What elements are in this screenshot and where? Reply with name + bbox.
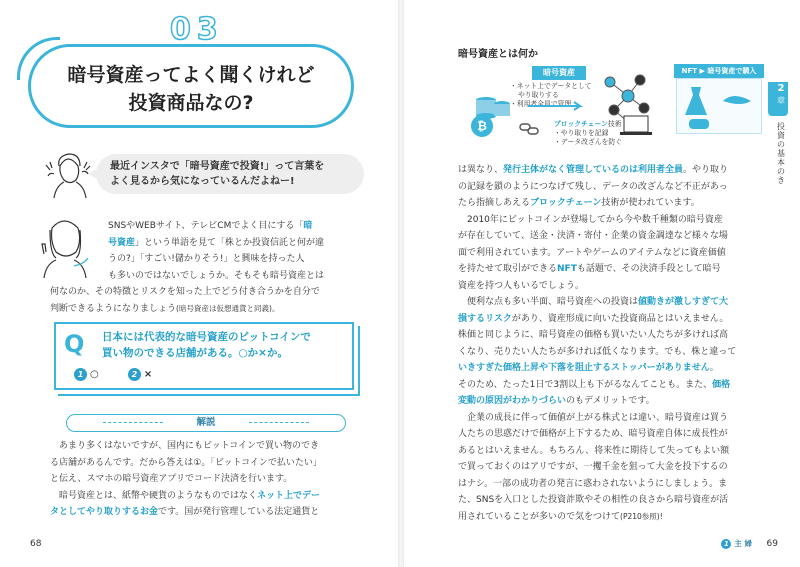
- highlight-text: タとしてやり取りするお金: [50, 507, 159, 517]
- text-run: SNSやWEBサイト、テレビCMでよく目にする「: [108, 221, 304, 231]
- blockchain-notes: [554, 120, 622, 147]
- body-line: [458, 360, 764, 377]
- option-2-number: 2: [128, 368, 141, 381]
- quiz-box: [54, 322, 354, 390]
- woman-thinking-illustration: [44, 148, 92, 200]
- body-line: 株価と同じように、暗号資産の価格も買いたい人たちが多ければ高: [458, 330, 729, 340]
- text-run: 用されていることが多いので気をつけて: [458, 511, 621, 522]
- page-title: [31, 61, 351, 117]
- crypto-note-3: ・利用者全員で管理: [510, 100, 572, 108]
- text-run: 暗号資産とは、紙幣や硬貨のようなものではなく: [59, 490, 258, 501]
- intro-line-4: も多いのではないでしょうか。そもそも暗号資産とは: [108, 270, 325, 281]
- intro-line-1: [108, 218, 370, 235]
- answer-options: [74, 368, 178, 381]
- explanation-header: 解説: [66, 414, 346, 432]
- footer-mark: [721, 538, 752, 549]
- text-run: そのため、たった1日で3割以上も下がるなんてことも。また、: [458, 379, 713, 390]
- body-line: [458, 311, 764, 328]
- body-line: [458, 393, 764, 410]
- body-line: [458, 261, 764, 278]
- highlight-text: 価格: [712, 379, 731, 390]
- option-1-number: 1: [74, 368, 87, 381]
- text-run: 。: [709, 363, 719, 373]
- intro-line-3: うの?」「すごい!儲かりそう!」と興味を持った人: [108, 254, 305, 264]
- option-2-label: ×: [143, 369, 153, 380]
- body-line: た、SNSを入口とした投資詐欺やその相性の良さから暗号資産が活: [458, 495, 729, 505]
- laptop-icon: [620, 116, 652, 135]
- right-body-text: [458, 162, 764, 525]
- page-number-right: 69: [766, 539, 778, 549]
- option-1: [74, 369, 99, 380]
- crypto-note-1: ・ネット上でデータとして: [510, 82, 592, 90]
- text-run: です。国が発行管理している法定通貨と: [158, 507, 320, 517]
- nft-label: NFT ▶ 暗号資産で購入: [674, 64, 764, 78]
- svg-text:₿: ₿: [477, 119, 487, 133]
- body-line: の記録を鎖のようにつなげて残し、データの改ざんなど不正があっ: [458, 181, 728, 192]
- intro-line-2: [108, 235, 370, 252]
- section-number: 03: [170, 12, 224, 47]
- text-run: 便利な点も多い半面、暗号資産への投資は: [467, 297, 639, 307]
- intro-text-1: [108, 218, 370, 284]
- expl-line-2: る店舗があるんです。だから答えは①。「ビットコインで払いたい」: [50, 457, 322, 468]
- dress-icon: [685, 87, 707, 115]
- left-page: [0, 0, 398, 567]
- highlight-text: ブロックチェーン: [530, 198, 602, 208]
- chapter-number: 2: [777, 83, 785, 94]
- expl-line-1: あまり多くはないですが、国内にもビットコインで買い物のでき: [59, 441, 320, 451]
- intro-line-5: 何なのか、その特徴とリスクを知った上でどう付き合うかを自分で: [50, 287, 320, 297]
- chain-icon: [520, 124, 538, 134]
- body-line: [458, 195, 764, 212]
- blockchain-term: ブロックチェーン: [554, 120, 608, 128]
- body-line: 資産を持つ人もいるでしょう。: [458, 280, 584, 291]
- game-controller-icon: [689, 119, 709, 129]
- text-run: 」という単語を見て「株とか投資信託と何が違: [135, 237, 325, 248]
- highlight-text: 発行主体がなく管理しているのは利用者全員: [503, 165, 684, 175]
- chapter-title-vertical: 投資の基本のき: [777, 122, 785, 185]
- expl-line-4: [50, 488, 370, 505]
- body-line: [458, 162, 764, 179]
- body-line: はナシ。一部の成功者の発言に惑わされないようにしましょう。ま: [458, 478, 728, 489]
- note-text: (P210参照)!: [620, 511, 663, 521]
- speech-bubble: [96, 154, 364, 194]
- chapter-label: 章: [777, 96, 785, 105]
- figure-title: 暗号資産とは何か: [458, 49, 538, 60]
- body-line: 企業の成長に伴って価値が上がる株式とは違い、暗号資産は買う: [467, 412, 729, 423]
- highlight-text: 暗: [303, 221, 313, 231]
- question-line-1: 日本には代表的な暗号資産のビットコインで: [102, 331, 311, 343]
- body-line: [458, 509, 764, 526]
- text-run: を持たせて取引ができる: [458, 264, 558, 274]
- highlight-text: 損するリスク: [458, 313, 512, 324]
- woman-explaining-illustration: [38, 214, 94, 278]
- nft-items-illustration: [677, 79, 763, 135]
- blockchain-suffix: 技術: [607, 120, 622, 128]
- body-line: で買っておくのはアリですが、一攫千金を狙って大金を投下するの: [458, 462, 728, 472]
- title-frame: [28, 44, 354, 128]
- speech-line-1: 最近インスタで「暗号資産で投資!」って言葉を: [110, 161, 325, 172]
- option-1-label: ○: [90, 369, 99, 380]
- body-line: [458, 294, 764, 311]
- blockchain-note-1: ・やり取りを記録: [554, 129, 609, 137]
- arrow-icon: [528, 102, 580, 110]
- text-run: 技術が使われています。: [601, 198, 700, 208]
- intro-line-6: [50, 301, 370, 318]
- blockchain-note-2: ・データ改ざんを防ぐ: [554, 138, 622, 146]
- text-run: も話題で、その決済手段として暗号: [576, 264, 721, 274]
- crocodile-icon: [723, 96, 751, 104]
- highlight-text: ネット上でデー: [257, 490, 321, 501]
- text-run: 判断できるようになりましょう: [50, 303, 177, 314]
- question-letter: Q: [64, 330, 85, 358]
- highlight-text: NFT: [557, 264, 577, 274]
- body-line: 人たちの思惑だけで価格が上下するため、暗号資産自体に成長性が: [458, 429, 728, 439]
- highlight-text: いきすぎた価格上昇や下落を阻止するストッパーがありません: [458, 363, 710, 373]
- body-line: 2010年にビットコインが登場してから今や数千種類の暗号資産: [467, 214, 723, 225]
- network-icon: [605, 75, 649, 122]
- text-run: 。やり取り: [683, 165, 729, 175]
- body-line: あるとはいえません。もちろん、将来性に期待して失ってもよい額: [458, 445, 730, 456]
- body-line: [458, 377, 764, 394]
- expl-line-3: と伝え、スマホの暗号資産アプリでコード決済を行います。: [50, 474, 293, 484]
- highlight-text: 号資産: [108, 237, 136, 248]
- title-line-2: 投資商品なの?: [128, 92, 254, 114]
- nft-items-panel: [676, 78, 762, 134]
- highlight-text: 値動きが激しすぎて大: [638, 297, 729, 307]
- blockchain-heading: [554, 120, 622, 129]
- crypto-note-2: やり取りする: [518, 91, 559, 99]
- text-run: は異なり、: [458, 165, 504, 175]
- speech-line-2: よく見るから気になっているんだよねー!: [110, 176, 295, 187]
- body-line: くなり、売りたい人たちが多ければ低くなります。でも、株と違って: [458, 346, 737, 357]
- text-run: のもデメリットです。: [566, 396, 655, 406]
- body-line: が存在していて、送金・決済・寄付・企業の資金調達など様々な場: [458, 231, 728, 241]
- note-text: (暗号資産は仮想通貨と同義)。: [176, 303, 280, 313]
- bitcoin-icon: [471, 115, 493, 137]
- crypto-label: 暗号資産: [532, 66, 586, 80]
- highlight-text: 変動の原因がわかりづらい: [458, 396, 567, 406]
- text-run: があり、資産形成に向いた投資商品とはいえません。: [511, 313, 729, 324]
- page-number-left: 68: [30, 539, 42, 549]
- option-2: [128, 369, 152, 380]
- footer-mark-number: 1: [721, 539, 731, 549]
- expl-line-5: [50, 504, 370, 521]
- explanation-text: [50, 438, 370, 521]
- question-line-2: 買い物のできる店舗がある。○か×か。: [102, 347, 288, 359]
- intro-text-2: [50, 284, 370, 317]
- question-text: [102, 329, 350, 361]
- title-line-1: 暗号資産ってよく聞くけれど: [67, 64, 315, 86]
- footer-mark-text: 主 婦: [734, 539, 752, 548]
- body-line: 面で利用されています。アートやゲームのアイテムなどに資産価値: [458, 247, 726, 258]
- text-run: たら指摘しあえる: [458, 198, 531, 208]
